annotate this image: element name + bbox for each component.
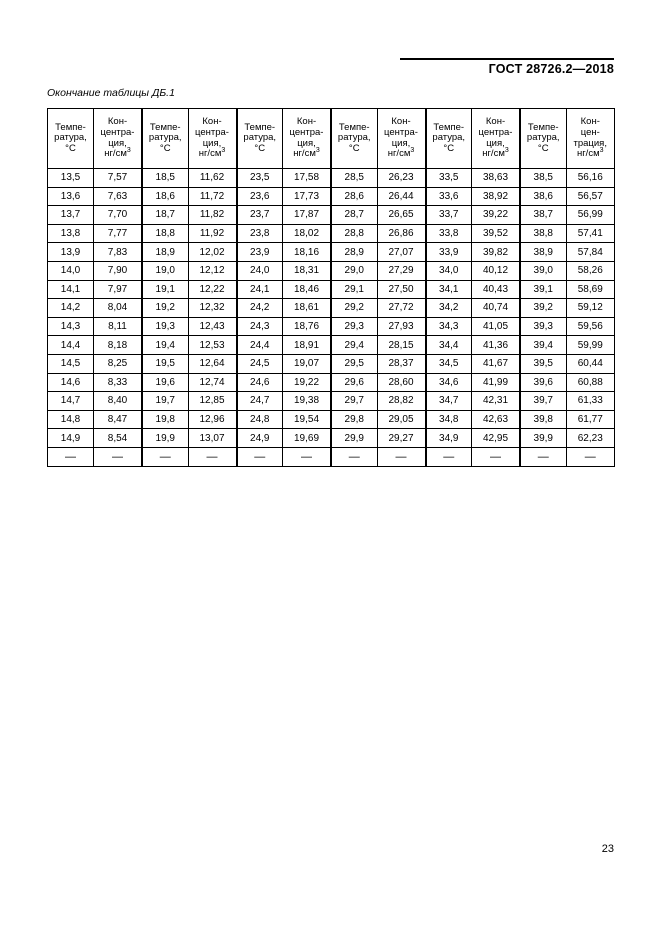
table-row xyxy=(48,336,615,355)
table-cell: 12,12 xyxy=(188,261,237,280)
page-header xyxy=(0,58,661,80)
table-cell: 8,40 xyxy=(94,392,143,411)
table-cell xyxy=(377,447,426,466)
table-cell: 28,6 xyxy=(331,187,377,206)
header-line: Кон- xyxy=(296,116,317,128)
table-cell: 14,6 xyxy=(48,373,94,392)
table-cell: 7,97 xyxy=(94,280,143,299)
table-row xyxy=(48,280,615,299)
empty-value-dash: — xyxy=(65,450,76,463)
table-cell: 13,8 xyxy=(48,224,94,243)
table-cell: 28,15 xyxy=(377,336,426,355)
table-cell: 7,70 xyxy=(94,206,143,225)
empty-value-dash: — xyxy=(584,450,596,463)
column-header-temp-6 xyxy=(520,109,566,169)
header-line: °С xyxy=(348,142,360,154)
table-cell: 29,4 xyxy=(331,336,377,355)
table-cell: 19,69 xyxy=(283,429,332,448)
table-cell: 14,8 xyxy=(48,410,94,429)
table-cell: 12,22 xyxy=(188,280,237,299)
table-cell: 28,82 xyxy=(377,392,426,411)
table-cell: 23,7 xyxy=(237,206,283,225)
header-line: ратура, xyxy=(337,132,371,144)
table-header xyxy=(48,109,615,169)
table-cell: 11,72 xyxy=(188,187,237,206)
header-line: центра- xyxy=(100,126,135,138)
table-cell: 40,12 xyxy=(472,261,521,280)
table-cell: 24,0 xyxy=(237,261,283,280)
header-line: Кон- xyxy=(107,116,128,128)
header-line: ратура, xyxy=(432,132,466,144)
table-cell: 60,88 xyxy=(566,373,615,392)
table-row xyxy=(48,429,615,448)
table-cell: 62,23 xyxy=(566,429,615,448)
table-cell: 34,4 xyxy=(426,336,472,355)
table-cell: 23,8 xyxy=(237,224,283,243)
table-cell: 18,9 xyxy=(142,243,188,262)
table-cell: 8,33 xyxy=(94,373,143,392)
table-header-row xyxy=(48,109,615,169)
table-cell: 29,9 xyxy=(331,429,377,448)
table-cell: 29,0 xyxy=(331,261,377,280)
table-cell: 18,31 xyxy=(283,261,332,280)
table-cell: 24,2 xyxy=(237,299,283,318)
table-cell: 27,72 xyxy=(377,299,426,318)
column-header-temp-2 xyxy=(142,109,188,169)
table-cell: 34,6 xyxy=(426,373,472,392)
table-cell: 24,9 xyxy=(237,429,283,448)
column-header-conc-1 xyxy=(94,109,143,169)
table-cell: 17,58 xyxy=(283,169,332,188)
header-line: °С xyxy=(443,142,455,154)
table-cell: 8,04 xyxy=(94,299,143,318)
table-row xyxy=(48,373,615,392)
table-row xyxy=(48,317,615,336)
table-cell: 28,9 xyxy=(331,243,377,262)
table-row xyxy=(48,354,615,373)
header-line: °С xyxy=(254,142,266,154)
column-header-temp-1 xyxy=(48,109,94,169)
table-cell: 34,1 xyxy=(426,280,472,299)
empty-value-dash: — xyxy=(443,450,455,463)
table-cell: 8,47 xyxy=(94,410,143,429)
header-line: $нг/см^3$ xyxy=(482,146,509,160)
table-cell: 38,92 xyxy=(472,187,521,206)
header-line: Кон- xyxy=(485,116,506,128)
table-row xyxy=(48,243,615,262)
table-cell: 19,0 xyxy=(142,261,188,280)
table-cell: 18,02 xyxy=(283,224,332,243)
table-cell: 8,18 xyxy=(94,336,143,355)
table-cell: 14,7 xyxy=(48,392,94,411)
table-cell: 23,6 xyxy=(237,187,283,206)
table-cell: 24,7 xyxy=(237,392,283,411)
table-cell: 34,3 xyxy=(426,317,472,336)
table-cell: 23,5 xyxy=(237,169,283,188)
table-cell: 19,3 xyxy=(142,317,188,336)
column-header-temp-5 xyxy=(426,109,472,169)
header-line: °С xyxy=(159,142,171,154)
table-row xyxy=(48,224,615,243)
header-line: Темпе- xyxy=(527,121,559,133)
unit-exponent: 3 xyxy=(410,146,415,154)
table-cell xyxy=(142,447,188,466)
table-cell: 39,52 xyxy=(472,224,521,243)
header-line: Темпе- xyxy=(244,121,276,133)
table-cell: 29,05 xyxy=(377,410,426,429)
table-cell: 29,7 xyxy=(331,392,377,411)
header-line: ция, xyxy=(391,137,411,149)
table-cell xyxy=(48,447,94,466)
table-cell: 38,5 xyxy=(520,169,566,188)
table-row xyxy=(48,392,615,411)
table-cell: 39,9 xyxy=(520,429,566,448)
table-cell: 39,5 xyxy=(520,354,566,373)
table-row xyxy=(48,299,615,318)
table-cell: 14,3 xyxy=(48,317,94,336)
table-cell: 38,8 xyxy=(520,224,566,243)
table-cell: 27,93 xyxy=(377,317,426,336)
table-cell: 39,0 xyxy=(520,261,566,280)
table-cell: 42,63 xyxy=(472,410,521,429)
table-row xyxy=(48,261,615,280)
header-line: Темпе- xyxy=(55,121,86,133)
table-cell: 18,6 xyxy=(142,187,188,206)
table-cell: 18,16 xyxy=(283,243,332,262)
table-cell: 39,2 xyxy=(520,299,566,318)
table-cell: 24,1 xyxy=(237,280,283,299)
table-cell: 34,7 xyxy=(426,392,472,411)
table-cell: 34,2 xyxy=(426,299,472,318)
table-cell: 24,3 xyxy=(237,317,283,336)
column-header-temp-4 xyxy=(331,109,377,169)
column-header-conc-2 xyxy=(188,109,237,169)
table-cell: 28,60 xyxy=(377,373,426,392)
table-cell xyxy=(472,447,521,466)
table-cell: 17,73 xyxy=(283,187,332,206)
table-cell: 19,7 xyxy=(142,392,188,411)
table-cell: 11,62 xyxy=(188,169,237,188)
table-cell: 18,5 xyxy=(142,169,188,188)
table-cell: 23,9 xyxy=(237,243,283,262)
table-cell: 38,7 xyxy=(520,206,566,225)
header-line: $нг/см^3$ xyxy=(104,146,131,160)
unit-exponent: 3 xyxy=(221,146,226,154)
table-cell: 18,61 xyxy=(283,299,332,318)
table-cell: 18,8 xyxy=(142,224,188,243)
table-row xyxy=(48,410,615,429)
table-cell: 19,2 xyxy=(142,299,188,318)
table-cell: 8,11 xyxy=(94,317,143,336)
temperature-concentration-table xyxy=(47,108,615,467)
header-line: ция, xyxy=(486,137,505,149)
table-cell: 33,6 xyxy=(426,187,472,206)
table-cell: 61,33 xyxy=(566,392,615,411)
header-line: Кон- xyxy=(580,116,600,128)
table-cell: 27,29 xyxy=(377,261,426,280)
table-cell: 19,54 xyxy=(283,410,332,429)
table-cell: 26,44 xyxy=(377,187,426,206)
table-cell: 7,57 xyxy=(94,169,143,188)
header-line: $нг/см^3$ xyxy=(198,146,226,160)
header-line: $нг/см^3$ xyxy=(387,146,415,160)
empty-value-dash: — xyxy=(348,450,360,463)
table-cell: 41,99 xyxy=(472,373,521,392)
header-line: ратура, xyxy=(526,132,560,144)
table-cell: 24,4 xyxy=(237,336,283,355)
table-cell: 58,26 xyxy=(566,261,615,280)
table-cell: 12,64 xyxy=(188,354,237,373)
header-line: центра- xyxy=(384,126,418,138)
table-cell: 38,63 xyxy=(472,169,521,188)
unit-exponent: 3 xyxy=(126,146,131,154)
table-cell: 19,1 xyxy=(142,280,188,299)
table-cell: 33,8 xyxy=(426,224,472,243)
table-cell: 12,02 xyxy=(188,243,237,262)
table-cell: 12,74 xyxy=(188,373,237,392)
table-cell: 19,07 xyxy=(283,354,332,373)
table-cell: 38,9 xyxy=(520,243,566,262)
table-cell: 56,16 xyxy=(566,169,615,188)
table-cell: 13,6 xyxy=(48,187,94,206)
table-cell: 13,5 xyxy=(48,169,94,188)
table-cell: 56,57 xyxy=(566,187,615,206)
table-cell: 19,5 xyxy=(142,354,188,373)
table-cell xyxy=(426,447,472,466)
table-cell: 14,1 xyxy=(48,280,94,299)
table-cell: 29,1 xyxy=(331,280,377,299)
header-line: Темпе- xyxy=(338,121,370,133)
header-line: $нг/см^3$ xyxy=(576,146,604,160)
table-cell: 18,76 xyxy=(283,317,332,336)
table-cell: 24,5 xyxy=(237,354,283,373)
table-cell: 7,83 xyxy=(94,243,143,262)
unit-exponent: 3 xyxy=(504,146,509,154)
header-line: Кон- xyxy=(202,116,222,128)
table-cell xyxy=(94,447,143,466)
table-cell: 7,63 xyxy=(94,187,143,206)
table-cell: 29,5 xyxy=(331,354,377,373)
table-cell: 29,2 xyxy=(331,299,377,318)
table-cell: 17,87 xyxy=(283,206,332,225)
table-cell: 57,84 xyxy=(566,243,615,262)
table-cell: 59,99 xyxy=(566,336,615,355)
table-cell: 39,7 xyxy=(520,392,566,411)
header-line: цен- xyxy=(580,126,600,138)
header-line: ция, xyxy=(202,137,222,149)
table-cell: 34,9 xyxy=(426,429,472,448)
table-cell: 29,3 xyxy=(331,317,377,336)
header-rule xyxy=(400,58,614,60)
table-cell: 8,54 xyxy=(94,429,143,448)
table-cell: 39,82 xyxy=(472,243,521,262)
header-line: ция, xyxy=(297,137,316,149)
table-cell: 27,50 xyxy=(377,280,426,299)
table-cell: 60,44 xyxy=(566,354,615,373)
table-cell: 13,07 xyxy=(188,429,237,448)
header-line: центра- xyxy=(195,126,229,138)
table-cell: 19,4 xyxy=(142,336,188,355)
header-line: Темпе- xyxy=(149,121,181,133)
table-cell: 7,90 xyxy=(94,261,143,280)
table-cell: 12,32 xyxy=(188,299,237,318)
table-row xyxy=(48,206,615,225)
table-cell: 33,9 xyxy=(426,243,472,262)
column-header-conc-5 xyxy=(472,109,521,169)
table-cell: 42,31 xyxy=(472,392,521,411)
table-cell: 29,8 xyxy=(331,410,377,429)
unit-exponent: 3 xyxy=(599,146,604,154)
table-caption: Окончание таблицы ДБ.1 xyxy=(47,87,175,99)
table-cell: 28,7 xyxy=(331,206,377,225)
table-cell: 27,07 xyxy=(377,243,426,262)
table-cell: 18,46 xyxy=(283,280,332,299)
table-cell: 14,4 xyxy=(48,336,94,355)
table-cell: 26,23 xyxy=(377,169,426,188)
table-cell: 14,2 xyxy=(48,299,94,318)
table-cell: 19,9 xyxy=(142,429,188,448)
table-cell xyxy=(283,447,332,466)
table-cell: 14,9 xyxy=(48,429,94,448)
empty-value-dash: — xyxy=(537,450,549,463)
table-cell: 28,8 xyxy=(331,224,377,243)
table-cell: 42,95 xyxy=(472,429,521,448)
column-header-temp-3 xyxy=(237,109,283,169)
column-header-conc-6 xyxy=(566,109,615,169)
empty-value-dash: — xyxy=(159,450,171,463)
unit-exponent: 3 xyxy=(315,146,320,154)
table-cell xyxy=(188,447,237,466)
table-cell: 19,8 xyxy=(142,410,188,429)
table-row xyxy=(48,187,615,206)
table-cell: 12,85 xyxy=(188,392,237,411)
table-cell: 41,67 xyxy=(472,354,521,373)
table-cell: 8,25 xyxy=(94,354,143,373)
empty-value-dash: — xyxy=(395,450,407,463)
table-cell: 7,77 xyxy=(94,224,143,243)
table-cell: 58,69 xyxy=(566,280,615,299)
table-cell: 41,36 xyxy=(472,336,521,355)
table-cell: 39,1 xyxy=(520,280,566,299)
table-cell: 26,86 xyxy=(377,224,426,243)
table-cell: 34,5 xyxy=(426,354,472,373)
table-cell: 39,6 xyxy=(520,373,566,392)
table-cell xyxy=(237,447,283,466)
table-cell: 28,5 xyxy=(331,169,377,188)
empty-value-dash: — xyxy=(206,450,218,463)
header-line: трация, xyxy=(573,137,607,149)
table-cell: 11,92 xyxy=(188,224,237,243)
table-cell: 40,43 xyxy=(472,280,521,299)
table-cell xyxy=(520,447,566,466)
table-cell: 14,0 xyxy=(48,261,94,280)
table-cell: 59,12 xyxy=(566,299,615,318)
table-cell: 33,7 xyxy=(426,206,472,225)
table-body xyxy=(48,169,615,467)
table-cell xyxy=(331,447,377,466)
empty-value-dash: — xyxy=(254,450,266,463)
table-cell: 19,6 xyxy=(142,373,188,392)
page-number: 23 xyxy=(601,843,614,855)
table-cell: 59,56 xyxy=(566,317,615,336)
table-cell: 40,74 xyxy=(472,299,521,318)
table-cell: 13,9 xyxy=(48,243,94,262)
table-cell: 33,5 xyxy=(426,169,472,188)
table-cell: 18,91 xyxy=(283,336,332,355)
header-line: ратура, xyxy=(54,132,87,144)
table-cell: 28,37 xyxy=(377,354,426,373)
table-cell: 38,6 xyxy=(520,187,566,206)
header-line: Кон- xyxy=(391,116,411,128)
column-header-conc-4 xyxy=(377,109,426,169)
table-row xyxy=(48,169,615,188)
table-cell: 29,27 xyxy=(377,429,426,448)
header-line: ратура, xyxy=(148,132,182,144)
column-header-conc-3 xyxy=(283,109,332,169)
table-cell: 12,43 xyxy=(188,317,237,336)
header-line: ратура, xyxy=(243,132,277,144)
table-cell: 56,99 xyxy=(566,206,615,225)
empty-value-dash: — xyxy=(490,450,501,463)
table-cell: 19,22 xyxy=(283,373,332,392)
header-line: Темпе- xyxy=(433,121,465,133)
empty-value-dash: — xyxy=(112,450,123,463)
table-cell: 57,41 xyxy=(566,224,615,243)
header-line: центра- xyxy=(289,126,324,138)
table-cell: 39,8 xyxy=(520,410,566,429)
standard-number: ГОСТ 28726.2—2018 xyxy=(488,62,614,76)
table-cell: 24,8 xyxy=(237,410,283,429)
table-cell: 13,7 xyxy=(48,206,94,225)
table-cell: 39,22 xyxy=(472,206,521,225)
table-row xyxy=(48,447,615,466)
header-line: центра- xyxy=(478,126,513,138)
table-cell: 18,7 xyxy=(142,206,188,225)
table-cell: 26,65 xyxy=(377,206,426,225)
table-cell: 34,8 xyxy=(426,410,472,429)
table-cell: 24,6 xyxy=(237,373,283,392)
table-cell: 41,05 xyxy=(472,317,521,336)
header-line: °С xyxy=(537,142,549,154)
header-line: ция, xyxy=(108,137,127,149)
table-cell: 39,4 xyxy=(520,336,566,355)
table-cell: 12,53 xyxy=(188,336,237,355)
table-cell: 34,0 xyxy=(426,261,472,280)
table-cell: 39,3 xyxy=(520,317,566,336)
table-cell: 19,38 xyxy=(283,392,332,411)
table-cell xyxy=(566,447,615,466)
table-cell: 11,82 xyxy=(188,206,237,225)
table-cell: 14,5 xyxy=(48,354,94,373)
table-cell: 29,6 xyxy=(331,373,377,392)
table-cell: 12,96 xyxy=(188,410,237,429)
table-container xyxy=(47,108,614,467)
header-line: °С xyxy=(65,142,76,154)
empty-value-dash: — xyxy=(301,450,312,463)
header-line: $нг/см^3$ xyxy=(293,146,320,160)
table-cell: 61,77 xyxy=(566,410,615,429)
